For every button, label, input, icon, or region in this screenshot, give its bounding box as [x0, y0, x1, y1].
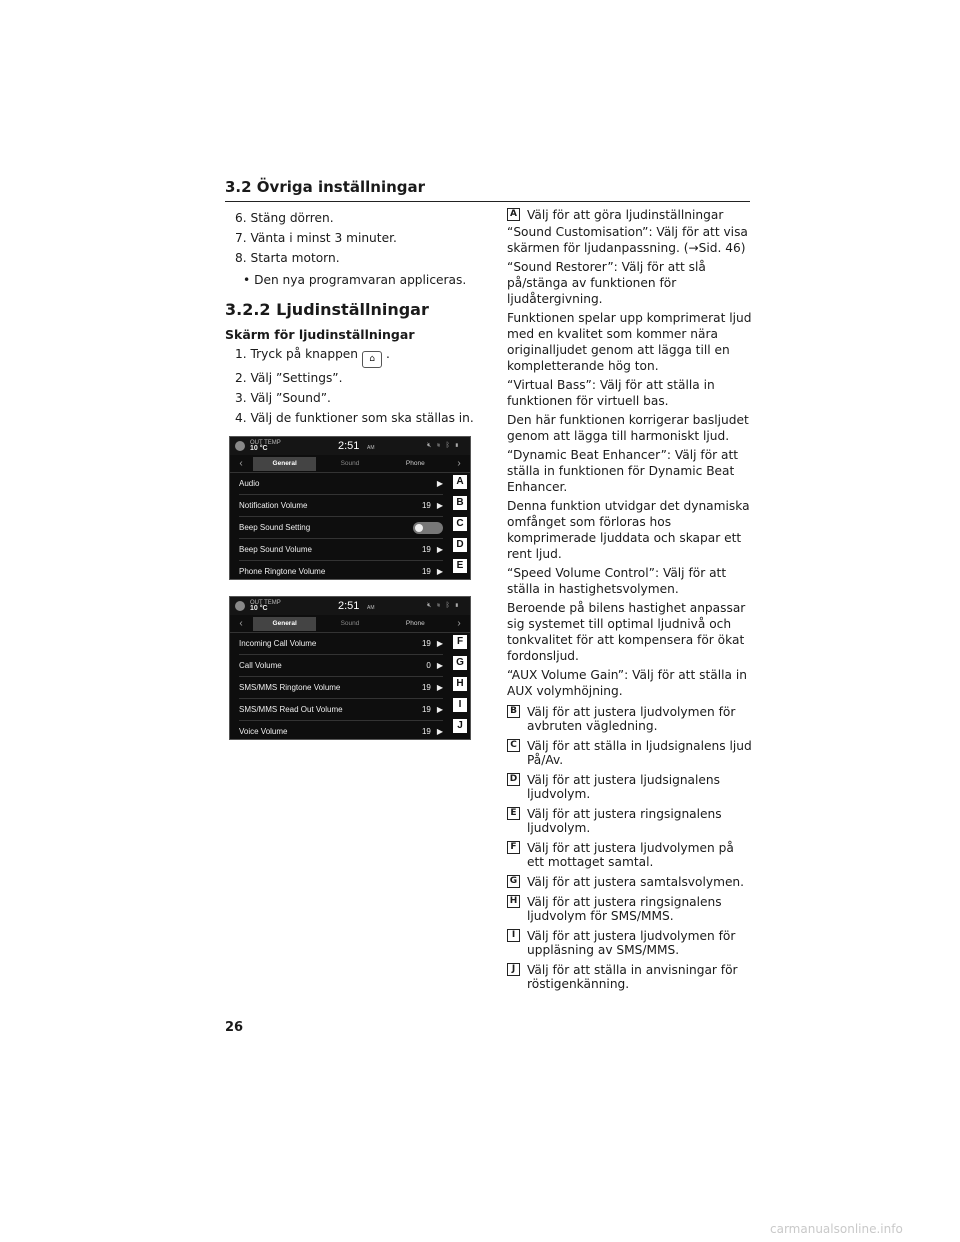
callout-f: F: [453, 635, 467, 649]
tab-sound[interactable]: Sound: [340, 619, 360, 627]
home-icon[interactable]: [235, 441, 245, 451]
chevron-right-icon: ▶: [436, 639, 443, 648]
callout-i: I: [453, 698, 467, 712]
step-8: 8. Starta motorn.: [235, 251, 340, 265]
label-box-f: F: [507, 841, 520, 854]
callout-c: C: [453, 517, 467, 531]
desc-h: H Välj för att justera ringsignalens ljudvolym för SMS/MMS.: [507, 895, 752, 923]
label-box-j: J: [507, 963, 520, 976]
desc-a-para-10: “AUX Volume Gain”: Välj för att ställa in AUX volymhöjning.: [507, 668, 747, 698]
mute-icon: 🔇︎: [426, 442, 437, 449]
tab-prev-icon[interactable]: ‹: [239, 618, 243, 629]
desc-a-para-4: “Virtual Bass”: Välj för att ställa in funktionen för virtuell bas.: [507, 378, 715, 408]
step-1-text: 1. Tryck på knappen: [235, 347, 359, 361]
sound-screen-1: [229, 436, 471, 580]
desc-a-para-5: Den här funktionen korrigerar basljudet genom att lägga till harmoniskt ljud.: [507, 413, 749, 443]
label-box-g: G: [507, 875, 520, 888]
chevron-right-icon: ▶: [436, 683, 443, 692]
setting-row-notification-volume[interactable]: Notification Volume 19 ▶: [239, 495, 443, 517]
setting-row-sms-read-out-volume[interactable]: SMS/MMS Read Out Volume 19 ▶: [239, 699, 443, 721]
home-icon[interactable]: [235, 601, 245, 611]
status-icons: [427, 442, 464, 450]
setting-row-call-volume[interactable]: Call Volume 0 ▶: [239, 655, 443, 677]
callout-j: J: [453, 719, 467, 733]
out-temp: OUT TEMP 10 °C: [250, 600, 281, 612]
setting-row-beep-sound-setting[interactable]: Beep Sound Setting: [239, 517, 443, 539]
tab-bar: [230, 615, 470, 633]
tab-general[interactable]: General: [253, 617, 316, 631]
setting-row-audio[interactable]: Audio ▶: [239, 473, 443, 495]
step-7: 7. Vänta i minst 3 minuter.: [235, 231, 397, 245]
tab-general[interactable]: General: [253, 457, 316, 471]
desc-a: [507, 208, 752, 222]
step-1: [235, 344, 475, 368]
label-box-d: D: [507, 773, 520, 786]
desc-a-para-6: “Dynamic Beat Enhancer”: Välj för att ställa in funktionen för Dynamic Beat Enhancer.: [507, 448, 739, 494]
clock-ampm: AM: [367, 445, 375, 451]
bullet-note: • Den nya programvaran appliceras.: [243, 273, 467, 287]
left-column: [225, 208, 475, 740]
setting-row-incoming-call-volume[interactable]: Incoming Call Volume 19 ▶: [239, 633, 443, 655]
sound-screen-2: [229, 596, 471, 740]
tab-phone[interactable]: Phone: [405, 619, 425, 627]
tab-prev-icon[interactable]: ‹: [239, 458, 243, 469]
status-icons: [427, 602, 464, 610]
watermark: carmanualsonline.info: [770, 1222, 903, 1236]
status-bar: [230, 597, 470, 615]
setting-row-voice-volume[interactable]: Voice Volume 19 ▶: [239, 727, 443, 736]
desc-d: D Välj för att justera ljudsignalens ljudvolym.: [507, 773, 752, 801]
step-1-end: .: [386, 347, 390, 361]
bluetooth-icon: ᛒ: [445, 602, 455, 609]
chevron-right-icon: ▶: [436, 727, 443, 736]
label-box-c: C: [507, 739, 520, 752]
beep-toggle[interactable]: [413, 522, 443, 534]
tab-bar: [230, 455, 470, 473]
right-column: [507, 208, 752, 991]
tab-next-icon[interactable]: ›: [457, 458, 461, 469]
callout-h: H: [453, 677, 467, 691]
desc-a-para-2: “Sound Restorer”: Välj för att slå på/stänga av funktionen för ljudåtergivning.: [507, 260, 706, 306]
setting-row-beep-sound-volume[interactable]: Beep Sound Volume 19 ▶: [239, 539, 443, 561]
callout-g: G: [453, 656, 467, 670]
desc-a-para-1: “Sound Customisation”: Välj för att visa skärmen för ljudanpassning. (→Sid. 46): [507, 225, 748, 255]
chevron-right-icon: ▶: [436, 661, 443, 670]
chevron-right-icon: ▶: [436, 567, 443, 576]
tab-next-icon[interactable]: ›: [457, 618, 461, 629]
step-3: 3. Välj ”Sound”.: [235, 391, 331, 405]
section-heading: 3.2.2 Ljudinställningar: [225, 300, 429, 319]
desc-g: G Välj för att justera samtalsvolymen.: [507, 875, 752, 889]
wifi-icon: ≋: [436, 602, 446, 609]
out-temp: OUT TEMP 10 °C: [250, 440, 281, 452]
tab-sound[interactable]: Sound: [340, 459, 360, 467]
desc-a-para-8: “Speed Volume Control”: Välj för att ställa in hastighetsvolymen.: [507, 566, 727, 596]
callout-b: B: [453, 496, 467, 510]
callout-e: E: [453, 559, 467, 573]
wifi-icon: ≋: [436, 442, 446, 449]
chevron-right-icon: ▶: [436, 545, 443, 554]
setting-row-phone-ringtone-volume[interactable]: Phone Ringtone Volume 19 ▶: [239, 567, 443, 576]
step-2: 2. Välj ”Settings”.: [235, 371, 343, 385]
bluetooth-icon: ᛒ: [445, 442, 455, 449]
tab-phone[interactable]: Phone: [405, 459, 425, 467]
mute-icon: 🔇︎: [426, 602, 437, 609]
clock: 2:51: [338, 440, 360, 452]
desc-c: C Välj för att ställa in ljudsignalens ljud På/Av.: [507, 739, 752, 767]
desc-f: F Välj för att justera ljudvolymen på ett mottaget samtal.: [507, 841, 752, 869]
signal-icon: ▮: [454, 442, 464, 449]
desc-j: J Välj för att ställa in anvisningar för röstigenkänning.: [507, 963, 752, 991]
status-bar: [230, 437, 470, 455]
label-box-a: A: [507, 208, 520, 221]
desc-a-para-3: Funktionen spelar upp komprimerat ljud med en kvalitet som kommer nära originalljudet genom att lägga till en kompletterande hög ton.: [507, 311, 752, 373]
step-6: 6. Stäng dörren.: [235, 211, 334, 225]
desc-a-para-9: Beroende på bilens hastighet anpassar sig systemet till optimal ljudnivå och tonkvalitet för att kompensera för ökat fordonsljud.: [507, 601, 746, 663]
label-box-e: E: [507, 807, 520, 820]
desc-i: I Välj för att justera ljudvolymen för uppläsning av SMS/MMS.: [507, 929, 752, 957]
label-box-b: B: [507, 705, 520, 718]
clock-ampm: AM: [367, 605, 375, 611]
subsection-heading: Skärm för ljudinställningar: [225, 327, 415, 342]
label-box-h: H: [507, 895, 520, 908]
desc-a-intro: Välj för att göra ljudinställningar: [527, 208, 724, 222]
desc-e: E Välj för att justera ringsignalens ljudvolym.: [507, 807, 752, 835]
chevron-right-icon: ▶: [436, 501, 443, 510]
signal-icon: ▮: [454, 602, 464, 609]
callout-a: A: [453, 475, 467, 489]
step-4: 4. Välj de funktioner som ska ställas in.: [235, 411, 474, 425]
clock: 2:51: [338, 600, 360, 612]
chevron-right-icon: ▶: [436, 479, 443, 488]
setting-row-sms-ringtone-volume[interactable]: SMS/MMS Ringtone Volume 19 ▶: [239, 677, 443, 699]
chevron-right-icon: ▶: [436, 705, 443, 714]
section-header: 3.2 Övriga inställningar: [225, 178, 750, 202]
desc-a-para-7: Denna funktion utvidgar det dynamiska omfånget som förloras hos komprimerade ljuddata och skapar ett rent ljud.: [507, 499, 750, 561]
home-button-icon: ⌂: [362, 351, 382, 368]
page-number: 26: [225, 1020, 244, 1035]
callout-d: D: [453, 538, 467, 552]
desc-b: B Välj för att justera ljudvolymen för avbruten vägledning.: [507, 705, 752, 733]
label-box-i: I: [507, 929, 520, 942]
